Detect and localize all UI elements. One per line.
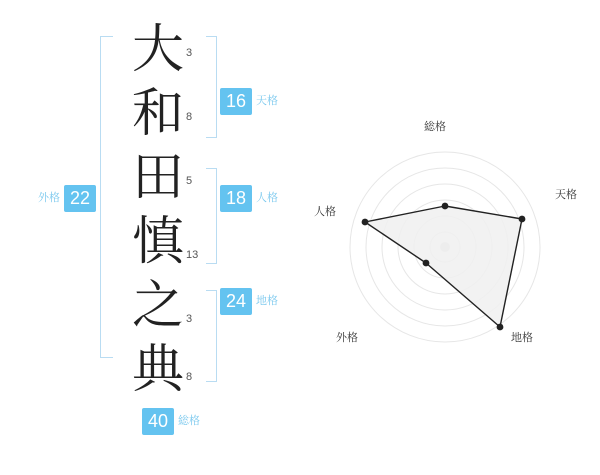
stroke-count: 8 [186,371,193,383]
score-value: 18 [220,185,252,212]
radar-axis-label-jinkaku: 人格 [314,206,336,218]
score-tenkaku [220,88,278,115]
score-value: 22 [64,185,96,212]
kanji-char: 之 [131,276,184,336]
stroke-count: 13 [186,249,199,261]
kanji-column [128,18,188,402]
score-label: 外格 [38,192,60,204]
radar-chart-panel [300,0,600,470]
score-label: 人格 [256,192,279,204]
kanji-char: 慎 [131,212,184,272]
stroke-count: 8 [186,111,193,123]
tenkaku-bracket [206,36,217,138]
radar-data-polygon [365,206,522,327]
chikaku-bracket [206,290,217,382]
score-chikaku [220,288,278,315]
stroke-count: 3 [186,47,193,59]
kanji-char: 田 [131,148,184,208]
radar-axis-label-sokaku: 総格 [424,121,446,133]
jinkaku-bracket [206,168,217,264]
score-sokaku [142,408,200,435]
score-label: 天格 [256,95,279,107]
score-label: 総格 [178,415,201,427]
kanji-char: 大 [131,20,184,80]
score-gaikaku [38,185,96,212]
score-value: 16 [220,88,252,115]
radar-chart-svg [300,0,600,470]
score-value: 24 [220,288,252,315]
kanji-char: 和 [131,84,184,144]
name-panel [0,0,300,470]
radar-axis-label-gaikaku: 外格 [336,332,358,344]
score-label: 地格 [256,295,279,307]
kanji-char: 典 [131,340,184,400]
stroke-count: 3 [186,313,193,325]
radar-axis-label-tenkaku: 天格 [555,189,577,201]
stroke-count: 5 [186,175,193,187]
score-value: 40 [142,408,174,435]
gaikaku-bracket [100,36,113,358]
score-jinkaku [220,185,278,212]
radar-axis-label-chikaku: 地格 [511,332,533,344]
